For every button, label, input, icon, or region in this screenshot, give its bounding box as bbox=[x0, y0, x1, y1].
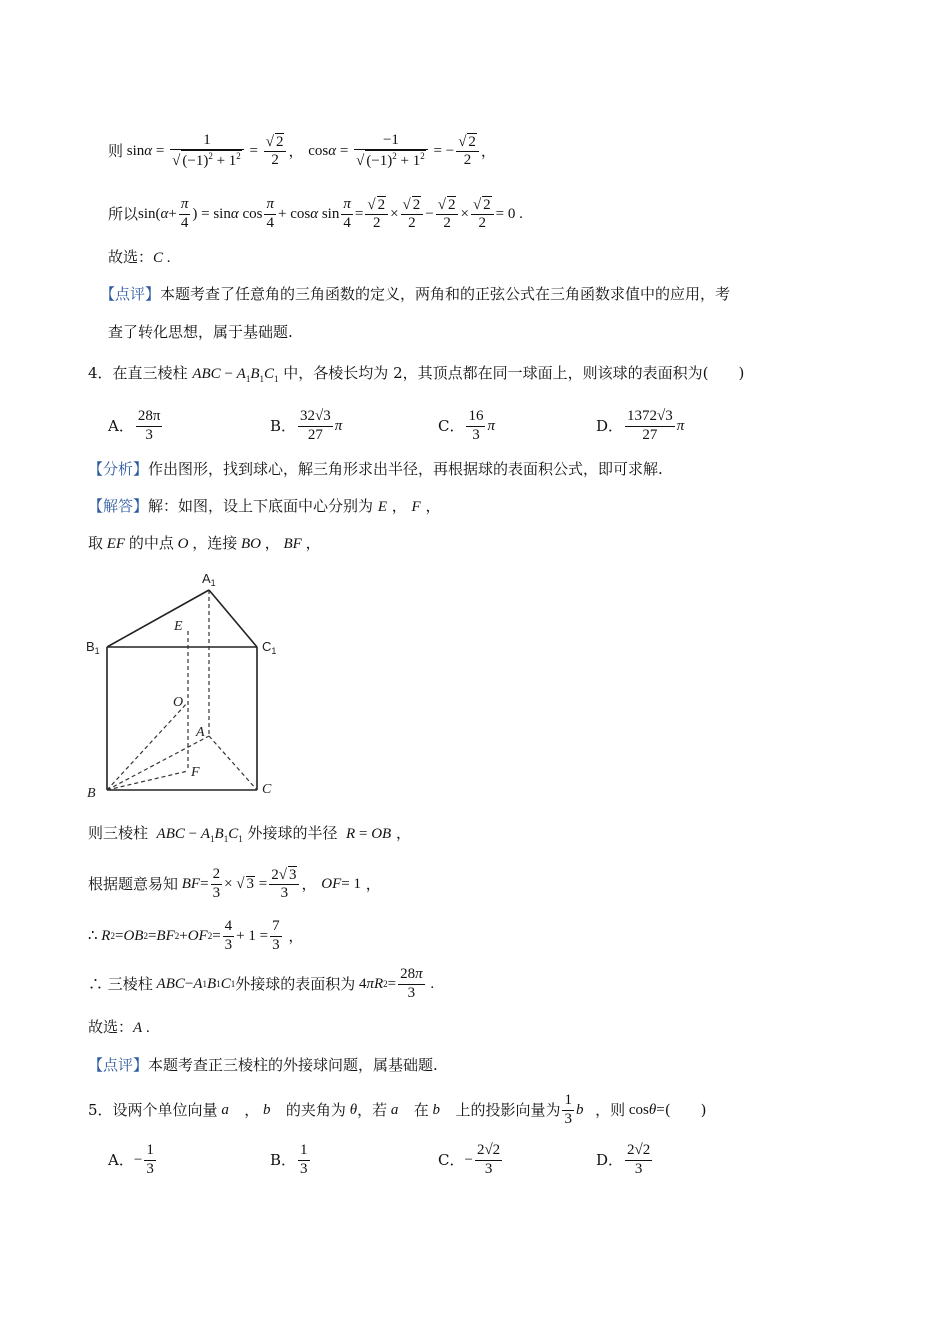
q4-radius-line: 则三棱柱 ABC − $A_1B_1C_1$ 外接球的半径 R = OB ， bbox=[88, 824, 411, 844]
sol3-then-label: 则 bbox=[108, 141, 124, 160]
q4-take-midpoint: 取 EF 的中点 O ，连接 BO ， BF ， bbox=[88, 534, 321, 552]
sol3-choice-line: 故选：C . bbox=[108, 248, 171, 266]
q4-surface-area-line: ∴ 三棱柱 ABC − A 1 B 1 C 1 外接球的表面积为 4 πR 2 = $\frac{28\pi}{3}$ . bbox=[88, 966, 435, 1001]
label-a: A bbox=[196, 725, 205, 740]
q5-number: 5． bbox=[88, 1100, 113, 1119]
q5-option-b[interactable]: B． $\frac{1}{3}$ bbox=[270, 1142, 308, 1177]
q4-number: 4． bbox=[88, 364, 113, 382]
q4-choose-value: A bbox=[133, 1020, 143, 1036]
q4-r-squared-line: ∴ R 2 = OB 2 = BF 2 + OF 2 = $\frac{4}{3}$ + 1 = $\frac{7}{3}$ ， bbox=[88, 918, 304, 953]
label-b: B bbox=[87, 786, 96, 801]
q4-answer-text: 解：如图，设上下底面中心分别为 bbox=[148, 497, 374, 515]
label-f: F bbox=[191, 765, 200, 780]
sol3-so-label: 所以 bbox=[108, 204, 139, 223]
q4-bf-line: 根据题意易知 BF = $\frac{2}{3}$ × √ 3 = $\frac{2√ 3}{3}$ ， OF = 1 ， bbox=[88, 866, 381, 901]
prism-diagram bbox=[84, 568, 304, 804]
q4-option-c[interactable]: C． $\frac{16}{3}$ π bbox=[438, 408, 495, 443]
q4-comment-line bbox=[88, 1058, 438, 1073]
q4-stem-b: 中，各棱长均为 2，其顶点都在同一球面上，则该球的表面积为( ) bbox=[283, 364, 745, 382]
sol3-comment-line-1 bbox=[100, 287, 730, 302]
sol3-sin-cos-line: 则 sin α = $\frac{1}{√ (-1)^2 + 1^2}$ = $\frac{√ 2}{2}$ ， cos α = $\frac{-1}{√ (-1)^2 + 1^2}$ = − $\frac{√ 2}{2}$ ， bbox=[108, 131, 496, 169]
q4-option-d[interactable]: D． $\frac{1372√3}{27}$ π bbox=[596, 408, 685, 443]
label-a1: $A_1$ bbox=[202, 571, 216, 588]
q4-option-b[interactable]: B． $\frac{32√3}{27}$ π bbox=[270, 408, 343, 443]
sol3-comment-text-1: 本题考查了任意角的三角函数的定义，两角和的正弦公式在三角函数求值中的应用，考 bbox=[160, 285, 731, 303]
q4-options bbox=[108, 404, 828, 448]
label-e: E bbox=[174, 619, 183, 634]
q4-answer-tag: 【解答】 bbox=[88, 497, 149, 515]
q4-choice-line: 故选：A . bbox=[88, 1018, 150, 1036]
q4-analysis bbox=[88, 462, 663, 477]
sol3-comment-text-2: 查了转化思想，属于基础题. bbox=[108, 323, 293, 341]
sol3-choose-label: 故选： bbox=[108, 248, 154, 266]
q5-stem: 5． 设两个单位向量 a⃗ ， b⃗ 的夹角为 θ ，若 a⃗ 在 b⃗ 上的投影向量为 $\frac{1}{3}$ b⃗ ，则 cos θ = ( ) bbox=[88, 1092, 707, 1127]
q5-options bbox=[108, 1138, 828, 1182]
label-c: C bbox=[262, 782, 272, 797]
q4-analysis-tag: 【分析】 bbox=[88, 460, 149, 478]
q4-analysis-text: 作出图形，找到球心，解三角形求出半径，再根据球的表面积公式，即可求解. bbox=[148, 460, 663, 478]
q5-option-a[interactable]: A． − $\frac{1}{3}$ bbox=[108, 1142, 154, 1177]
q5-option-d[interactable]: D． $\frac{2√2}{3}$ bbox=[596, 1142, 651, 1177]
sol3-sum-formula-line: 所以 sin( α + $\frac{\pi}{4}$ ) = sin α cos $\frac{\pi}{4}$ + cos α sin $\frac{\pi}{4}$ = $\frac{√ 2}{2}$ × $\frac{√ 2}{2}$ − $\frac{√ 2}{2}$ × $\frac{√ 2}{2}$ = 0 . bbox=[108, 196, 523, 231]
q4-stem-a: 在直三棱柱 bbox=[112, 364, 188, 382]
q4-answer: 【解答】解：如图，设上下底面中心分别为 E ， F ， bbox=[88, 497, 441, 515]
q5-option-c[interactable]: C． − $\frac{2√2}{3}$ bbox=[438, 1142, 501, 1177]
label-o: O bbox=[173, 695, 184, 710]
q4-comment-tag: 【点评】 bbox=[88, 1056, 149, 1074]
label-b1: $B_1$ bbox=[86, 639, 100, 656]
q4-option-a[interactable]: A． $\frac{28\pi}{3}$ bbox=[108, 408, 161, 443]
label-c1: $C_1$ bbox=[262, 639, 277, 656]
q4-stem: 4．在直三棱柱 ABC − $A_1B_1C_1$ 中，各棱长均为 2，其顶点都在同一球面上，则该球的表面积为( ) bbox=[88, 364, 745, 384]
sol3-choose-value: C bbox=[153, 250, 164, 266]
prism-figure bbox=[84, 568, 304, 808]
sol3-comment-line-2 bbox=[108, 325, 293, 340]
sol3-comment-tag: 【点评】 bbox=[100, 285, 161, 303]
q4-comment-text: 本题考查正三棱柱的外接球问题，属基础题. bbox=[148, 1056, 438, 1074]
